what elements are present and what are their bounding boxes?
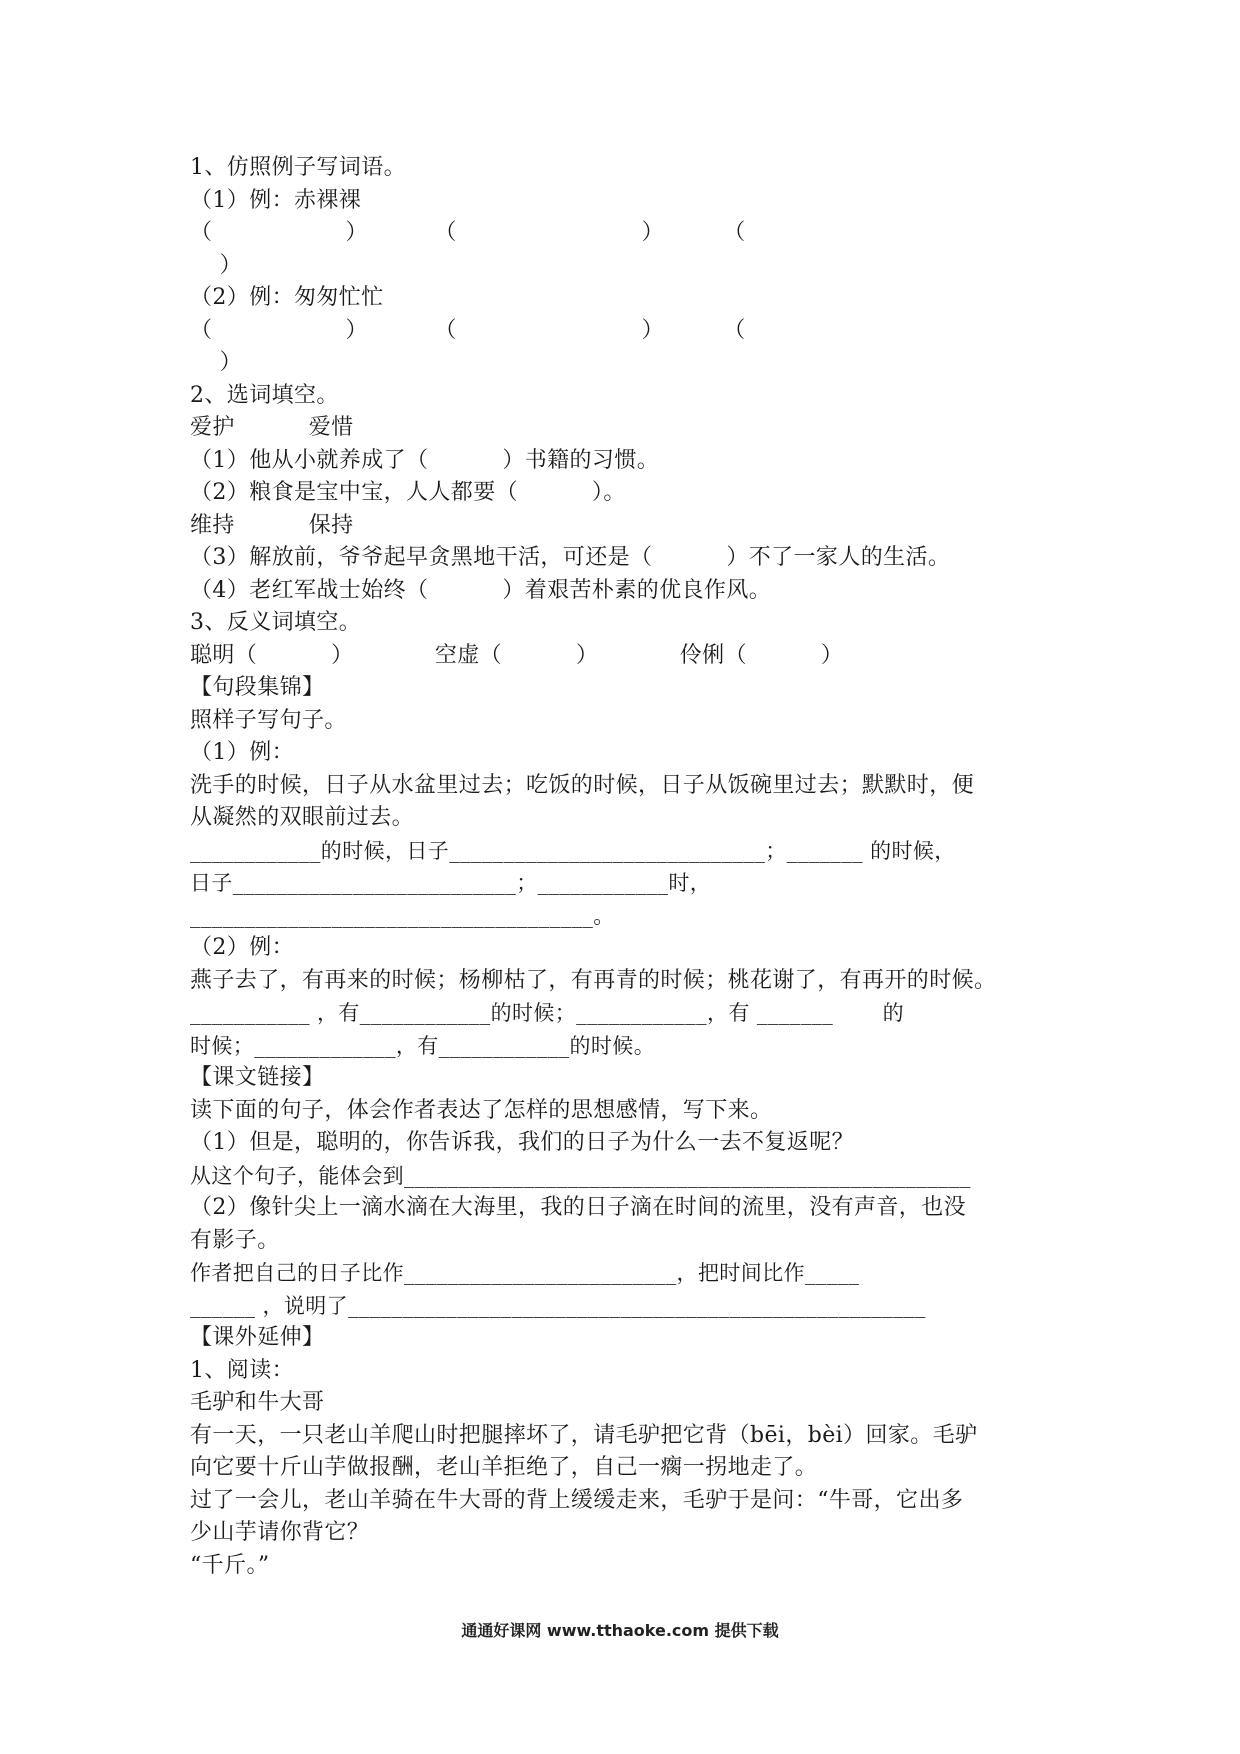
text-line: “千斤。” (190, 1552, 270, 1578)
fill-blank-line: 日子__________________________；____________时， (190, 871, 712, 895)
text-line: 维持 保持 (190, 512, 354, 538)
text-line: 读下面的句子，体会作者表达了怎样的思想感情，写下来。 (190, 1097, 773, 1123)
text-line: （2）例： (190, 935, 294, 960)
fill-blank-line: ______ ，说明了_____________________________________________________ (190, 1293, 926, 1318)
text-line: 聪明（ ） 空虚（ ） 伶俐（ ） (190, 642, 844, 668)
text-line: （2）像针尖上一滴水滴在大海里，我的日子滴在时间的流里，没有声音，也没 (190, 1195, 966, 1220)
fill-blank-line: ___________ ，有____________的时候；____________，有 _______ 的 (190, 1001, 905, 1025)
text-line: （3）解放前，爷爷起早贪黑地干活，可还是（ ）不了一家人的生活。 (190, 545, 951, 570)
text-line: 有影子。 (190, 1227, 280, 1253)
text-line: 过了一会儿，老山羊骑在牛大哥的背上缓缓走来，毛驴于是问：“牛哥，它出多 (190, 1487, 964, 1513)
text-line: （ ） （ ） （ (190, 220, 746, 245)
text-line: （1）但是，聪明的，你告诉我，我们的日子为什么一去不复返呢？ (190, 1130, 854, 1155)
document-body (190, 152, 1070, 1582)
text-line: （1）例：赤裸裸 (190, 187, 362, 213)
text-line: （4）老红军战士始终（ ）着艰苦朴素的优良作风。 (190, 577, 772, 603)
section-heading: 【课文链接】 (190, 1065, 325, 1090)
text-line: 1、仿照例子写词语。 (190, 155, 406, 180)
section-heading: 【句段集锦】 (190, 675, 325, 700)
section-heading: 2、选词填空。 (190, 382, 339, 408)
text-line: 从凝然的双眼前过去。 (190, 805, 415, 830)
text-line: 燕子去了，有再来的时候；杨柳枯了，有再青的时候；桃花谢了，有再开的时候。 (190, 967, 997, 993)
text-line: （2）粮食是宝中宝，人人都要（ ）。 (190, 480, 626, 505)
text-line: （ ） （ ） （ (190, 317, 746, 343)
story-title: 毛驴和牛大哥 (190, 1390, 325, 1415)
text-line: 向它要十斤山芋做报酬，老山羊拒绝了，自己一瘸一拐地走了。 (190, 1455, 818, 1480)
section-heading: 【课外延伸】 (190, 1325, 325, 1350)
fill-blank-line: 时候；_____________，有____________的时候。 (190, 1033, 656, 1058)
fill-blank-line: 作者把自己的日子比作_________________________，把时间比作_____ (190, 1261, 860, 1285)
text-line: （2）例：匆匆忙忙 (190, 285, 384, 310)
text-line: ） (190, 350, 242, 375)
text-line: ） (190, 252, 242, 278)
text-line: 洗手的时候，日子从水盆里过去；吃饭的时候，日子从饭碗里过去；默默时，便 (190, 772, 975, 798)
text-line: 有一天，一只老山羊爬山时把腿摔坏了，请毛驴把它背（bēi，bèi）回家。毛驴 (190, 1422, 978, 1448)
text-line: （1）例： (190, 740, 294, 765)
fill-blank-line: ____________的时候，日子_____________________________；_______ 的时候， (190, 838, 956, 863)
page-footer: 通通好课网 www.tthaoke.com 提供下载 (461, 1621, 779, 1640)
text-line: 爱护 爱惜 (190, 415, 354, 440)
fill-blank-line: _____________________________________。 (190, 903, 615, 928)
text-line: 1、阅读： (190, 1357, 294, 1383)
text-line: （1）他从小就养成了（ ）书籍的习惯。 (190, 447, 660, 473)
text-line: 少山芋请你背它？ (190, 1520, 370, 1545)
section-heading: 3、反义词填空。 (190, 610, 362, 635)
text-line: 照样子写句子。 (190, 707, 347, 733)
fill-blank-line: 从这个句子，能体会到____________________________________________________ (190, 1163, 971, 1188)
